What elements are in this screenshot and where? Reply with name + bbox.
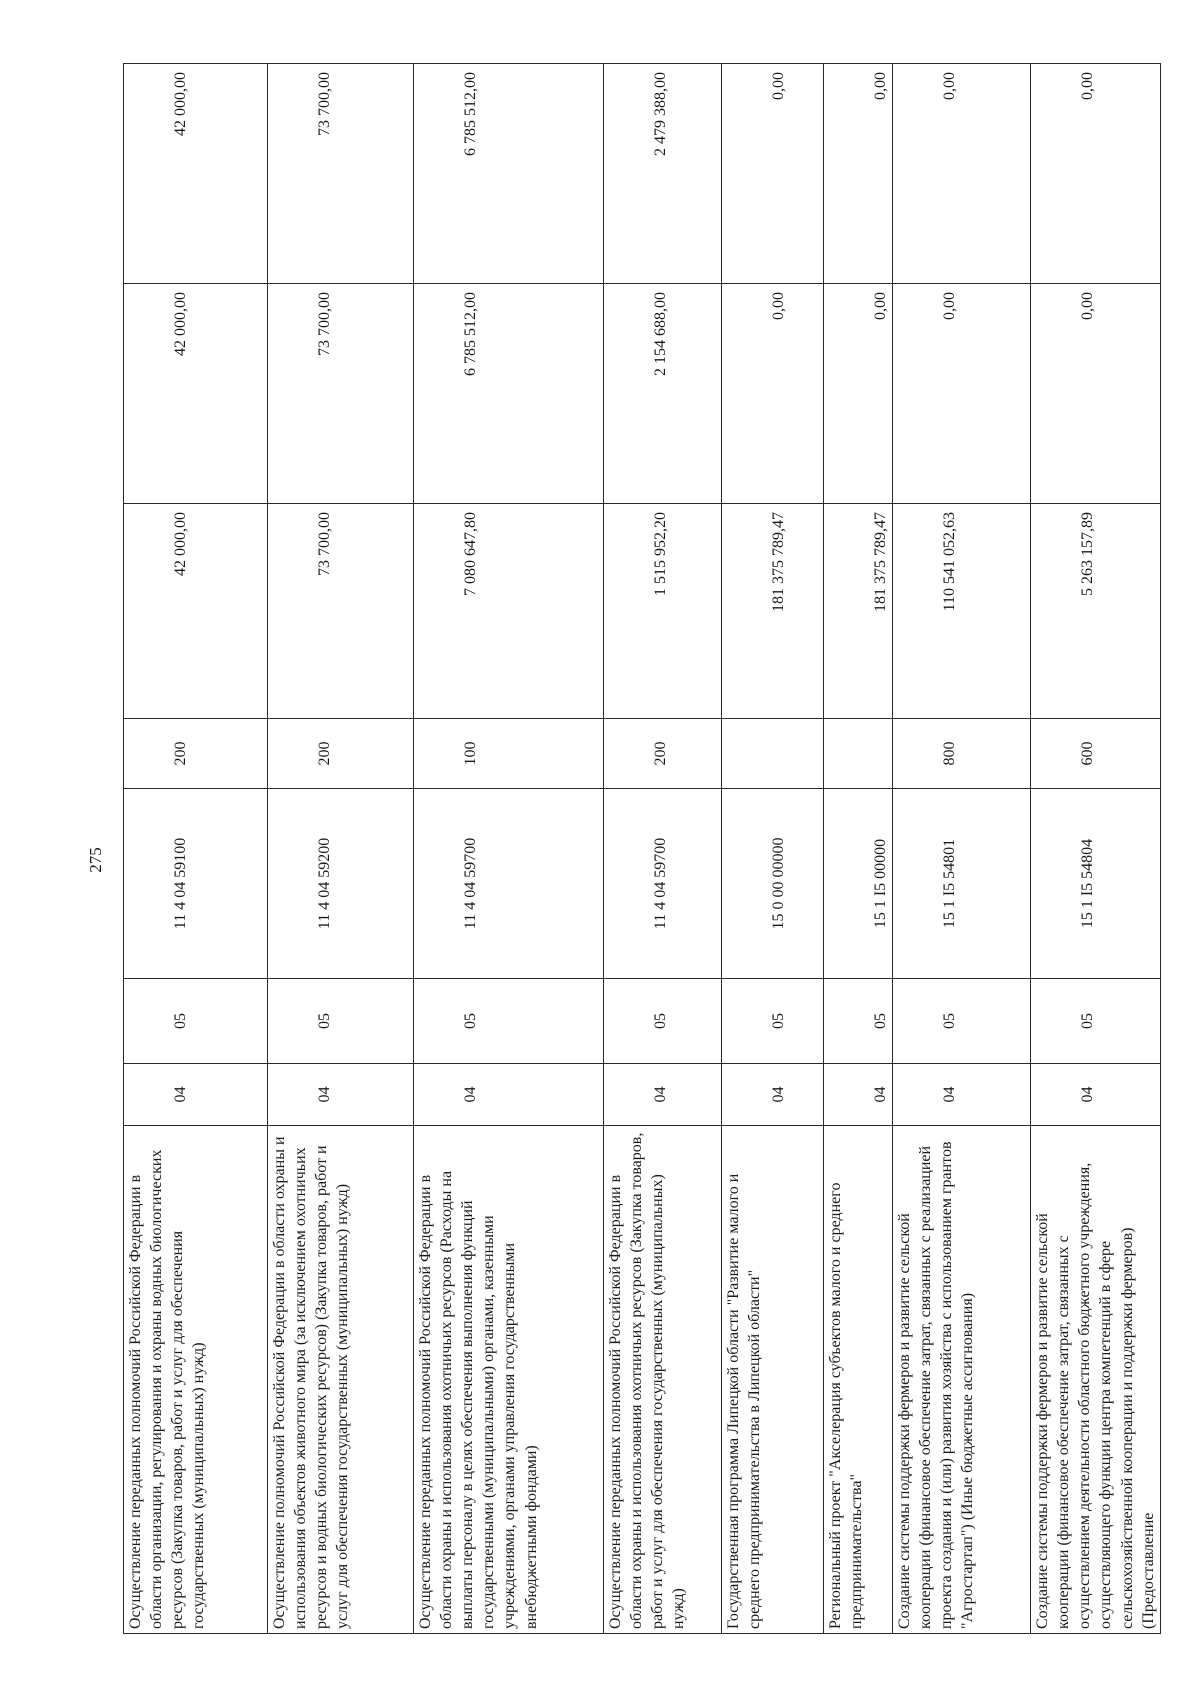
row-description: Осуществление переданных полномочий Российской Федерации в области охраны и использования охотничьих ресурсов (Расходы на выплаты персоналу в целях обеспечения выполнения функций государственными (муниципальными) органами, казенными учреждениями, органами управления государственными внебюджетными фондами) xyxy=(414,1126,604,1634)
razdel-code: 04 xyxy=(268,1064,414,1126)
row-description: Государственная программа Липецкой области "Развитие малого и среднего предпринимательства в Липецкой области" xyxy=(722,1126,824,1634)
amount-year-2: 0,00 xyxy=(722,284,824,504)
row-description: Осуществление полномочий Российской Федерации в области охраны и использования объектов животного мира (за исключением охотничьих ресурсов и водных биологических ресурсов) (Закупка товаров, работ и услуг для обеспечения государственных (муниципальных) нужд) xyxy=(268,1126,414,1634)
table-row xyxy=(604,64,722,1634)
podrazdel-code: 05 xyxy=(268,979,414,1064)
table-row xyxy=(1031,64,1161,1634)
expense-type-code xyxy=(722,719,824,789)
row-description: Осуществление переданных полномочий Российской Федерации в области охраны и использования охотничьих ресурсов (Закупка товаров, работ и услуг для обеспечения государственных (муниципальных) нужд) xyxy=(604,1126,722,1634)
expense-type-code: 100 xyxy=(414,719,604,789)
razdel-code: 04 xyxy=(414,1064,604,1126)
target-article-code: 15 1 I5 54804 xyxy=(1031,789,1161,979)
razdel-code: 04 xyxy=(824,1064,893,1126)
amount-year-1: 110 541 052,63 xyxy=(893,504,1031,719)
razdel-code: 04 xyxy=(604,1064,722,1126)
table-row xyxy=(124,64,268,1634)
amount-year-2: 2 154 688,00 xyxy=(604,284,722,504)
row-description: Региональный проект "Акселерация субъектов малого и среднего предпринимательства" xyxy=(824,1126,893,1634)
amount-year-3: 0,00 xyxy=(722,64,824,284)
amount-year-3: 73 700,00 xyxy=(268,64,414,284)
expense-type-code: 200 xyxy=(604,719,722,789)
page-number: 275 xyxy=(86,847,105,873)
budget-table xyxy=(123,63,1161,1634)
target-article-code: 11 4 04 59700 xyxy=(414,789,604,979)
target-article-code: 11 4 04 59200 xyxy=(268,789,414,979)
amount-year-3: 0,00 xyxy=(824,64,893,284)
podrazdel-code: 05 xyxy=(604,979,722,1064)
target-article-code: 11 4 04 59700 xyxy=(604,789,722,979)
target-article-code: 11 4 04 59100 xyxy=(124,789,268,979)
amount-year-1: 5 263 157,89 xyxy=(1031,504,1161,719)
amount-year-3: 2 479 388,00 xyxy=(604,64,722,284)
amount-year-3: 6 785 512,00 xyxy=(414,64,604,284)
razdel-code: 04 xyxy=(1031,1064,1161,1126)
target-article-code: 15 0 00 00000 xyxy=(722,789,824,979)
target-article-code: 15 1 I5 54801 xyxy=(893,789,1031,979)
table-row xyxy=(722,64,824,1634)
podrazdel-code: 05 xyxy=(824,979,893,1064)
row-description: Создание системы поддержки фермеров и развитие сельской кооперации (финансовое обеспечение затрат, связанных с осуществлением деятельности областного бюджетного учреждения, осуществляющего функции центра компетенций в сфере сельскохозяйственной кооперации и поддержки фермеров) (Предоставление xyxy=(1031,1126,1161,1634)
table-row xyxy=(268,64,414,1634)
amount-year-2: 73 700,00 xyxy=(268,284,414,504)
row-description: Создание системы поддержки фермеров и развитие сельской кооперации (финансовое обеспечение затрат, связанных с реализацией проекта создания и (или) развития хозяйства с использованием грантов "Агростартап") (Иные бюджетные ассигнования) xyxy=(893,1126,1031,1634)
amount-year-2: 6 785 512,00 xyxy=(414,284,604,504)
amount-year-2: 0,00 xyxy=(893,284,1031,504)
table-row xyxy=(414,64,604,1634)
amount-year-1: 73 700,00 xyxy=(268,504,414,719)
amount-year-2: 42 000,00 xyxy=(124,284,268,504)
expense-type-code: 200 xyxy=(124,719,268,789)
row-description: Осуществление переданных полномочий Российской Федерации в области организации, регулирования и охраны водных биологических ресурсов (Закупка товаров, работ и услуг для обеспечения государственных (муниципальных) нужд) xyxy=(124,1126,268,1634)
amount-year-1: 1 515 952,20 xyxy=(604,504,722,719)
rotated-table-container xyxy=(123,64,1157,1634)
table-row xyxy=(893,64,1031,1634)
amount-year-2: 0,00 xyxy=(824,284,893,504)
amount-year-1: 181 375 789,47 xyxy=(722,504,824,719)
amount-year-1: 181 375 789,47 xyxy=(824,504,893,719)
amount-year-1: 42 000,00 xyxy=(124,504,268,719)
amount-year-3: 0,00 xyxy=(1031,64,1161,284)
amount-year-3: 42 000,00 xyxy=(124,64,268,284)
amount-year-3: 0,00 xyxy=(893,64,1031,284)
amount-year-1: 7 080 647,80 xyxy=(414,504,604,719)
target-article-code: 15 1 I5 00000 xyxy=(824,789,893,979)
expense-type-code: 600 xyxy=(1031,719,1161,789)
expense-type-code: 200 xyxy=(268,719,414,789)
podrazdel-code: 05 xyxy=(124,979,268,1064)
expense-type-code xyxy=(824,719,893,789)
razdel-code: 04 xyxy=(124,1064,268,1126)
amount-year-2: 0,00 xyxy=(1031,284,1161,504)
table-row xyxy=(824,64,893,1634)
razdel-code: 04 xyxy=(893,1064,1031,1126)
podrazdel-code: 05 xyxy=(414,979,604,1064)
podrazdel-code: 05 xyxy=(722,979,824,1064)
podrazdel-code: 05 xyxy=(1031,979,1161,1064)
expense-type-code: 800 xyxy=(893,719,1031,789)
razdel-code: 04 xyxy=(722,1064,824,1126)
podrazdel-code: 05 xyxy=(893,979,1031,1064)
